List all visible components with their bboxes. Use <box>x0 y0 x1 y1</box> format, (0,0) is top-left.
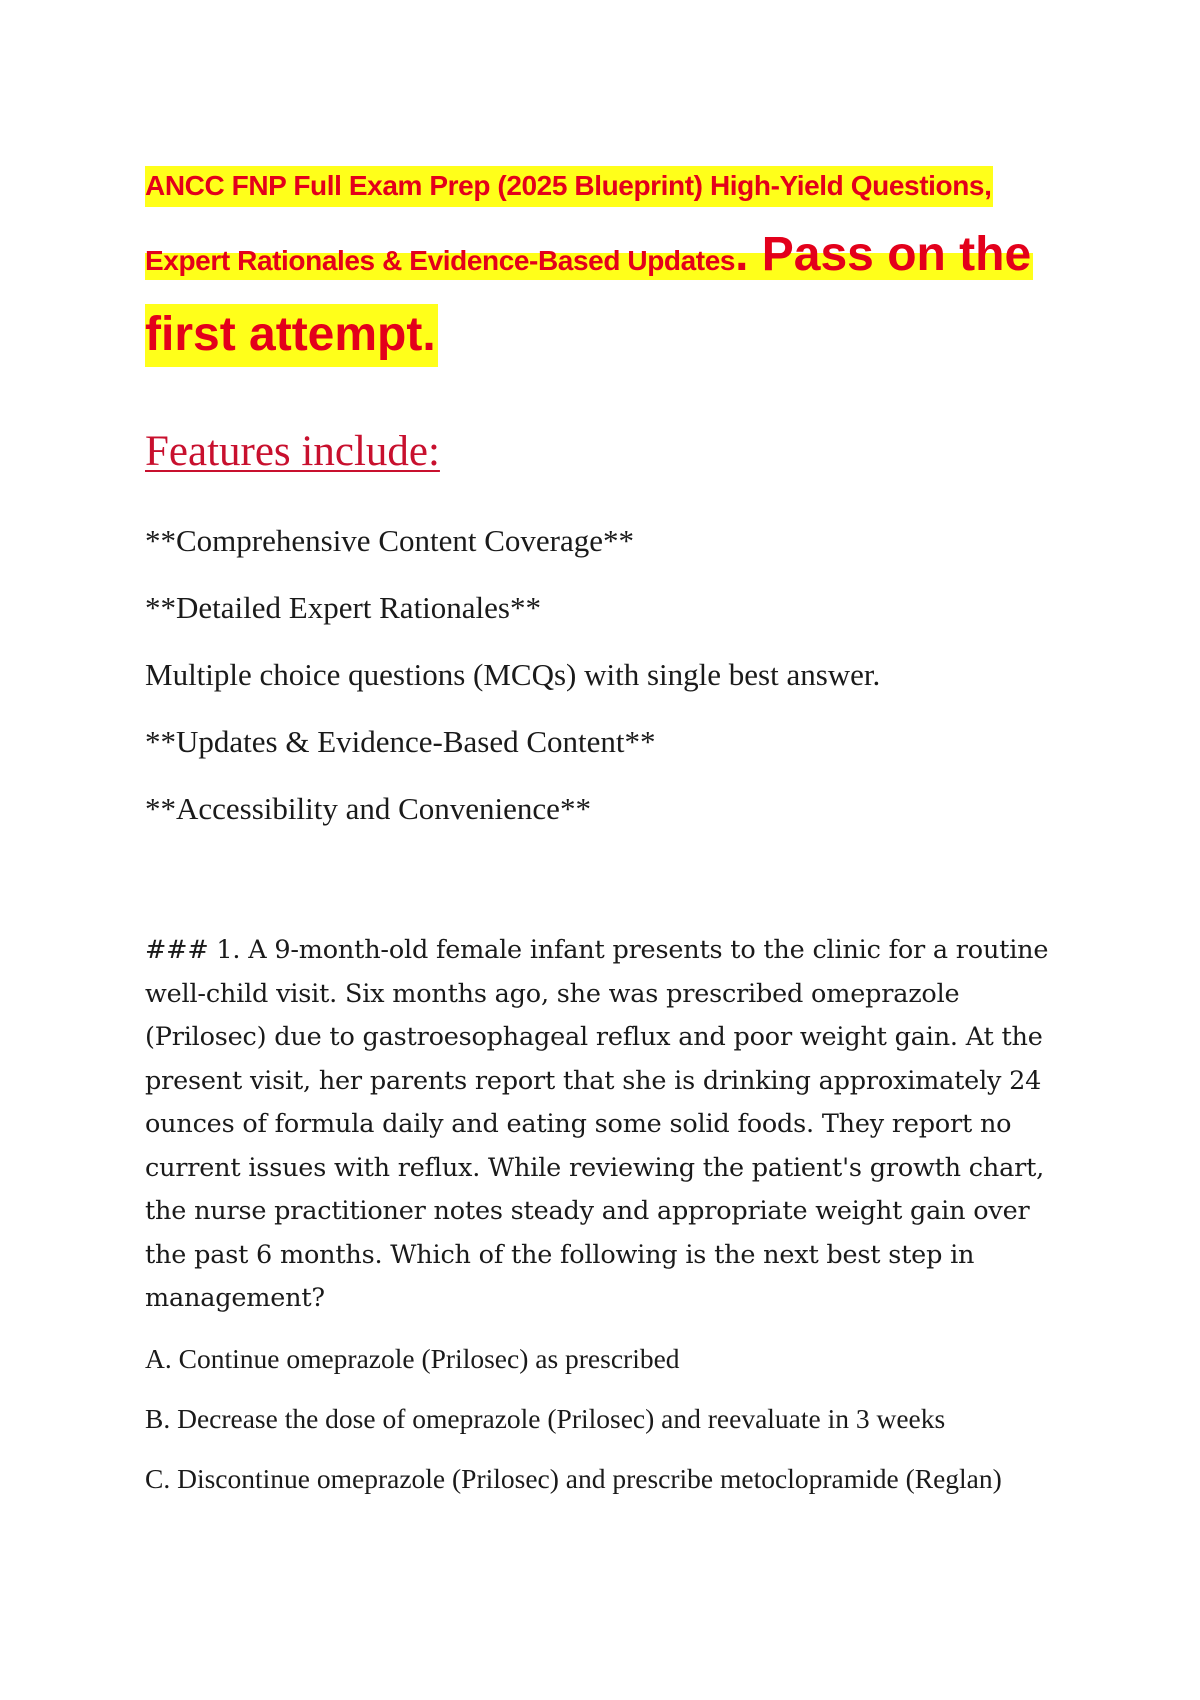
title-pass-part-1: Pass on the <box>748 228 1032 281</box>
title-line-1: ANCC FNP Full Exam Prep (2025 Blueprint) High-Yield Questions, <box>145 166 993 207</box>
question-text: ### 1. A 9-month-old female infant presents to the clinic for a routine well-child visit. Six months ago, she was prescribed omeprazole (Prilosec) due to gastroesophageal reflux and poor weight gain. At the present visit, her parents report that she is drinking approximately 24 ounces of formula daily and eating some solid foods. They report no current issues with reflux. While reviewing the patient's growth chart, the nurse practitioner notes steady and appropriate weight gain over the past 6 months. Which of the following is the next best step in management? <box>145 935 1049 1313</box>
answer-option-a: A. Continue omeprazole (Prilosec) as prescribed <box>145 1342 680 1374</box>
features-list <box>145 524 1065 859</box>
feature-item: Multiple choice questions (MCQs) with single best answer. <box>145 657 881 692</box>
features-heading: Features include: <box>145 428 440 475</box>
answer-option-c: C. Discontinue omeprazole (Prilosec) and prescribe metoclopramide (Reglan) <box>145 1462 1002 1494</box>
feature-item: **Detailed Expert Rationales** <box>145 590 541 625</box>
feature-item: **Updates & Evidence-Based Content** <box>145 724 656 759</box>
answer-options <box>145 1337 1065 1500</box>
title-dot: . <box>735 228 749 281</box>
feature-item: **Accessibility and Convenience** <box>145 791 591 826</box>
title-pass-part-2: first attempt. <box>145 304 438 367</box>
title-line-2: Expert Rationales & Evidence-Based Updates <box>145 245 736 276</box>
document-title <box>145 155 1065 382</box>
document-page <box>145 155 1065 1517</box>
feature-item: **Comprehensive Content Coverage** <box>145 523 635 558</box>
answer-option-b: B. Decrease the dose of omeprazole (Prilosec) and reevaluate in 3 weeks <box>145 1402 946 1434</box>
